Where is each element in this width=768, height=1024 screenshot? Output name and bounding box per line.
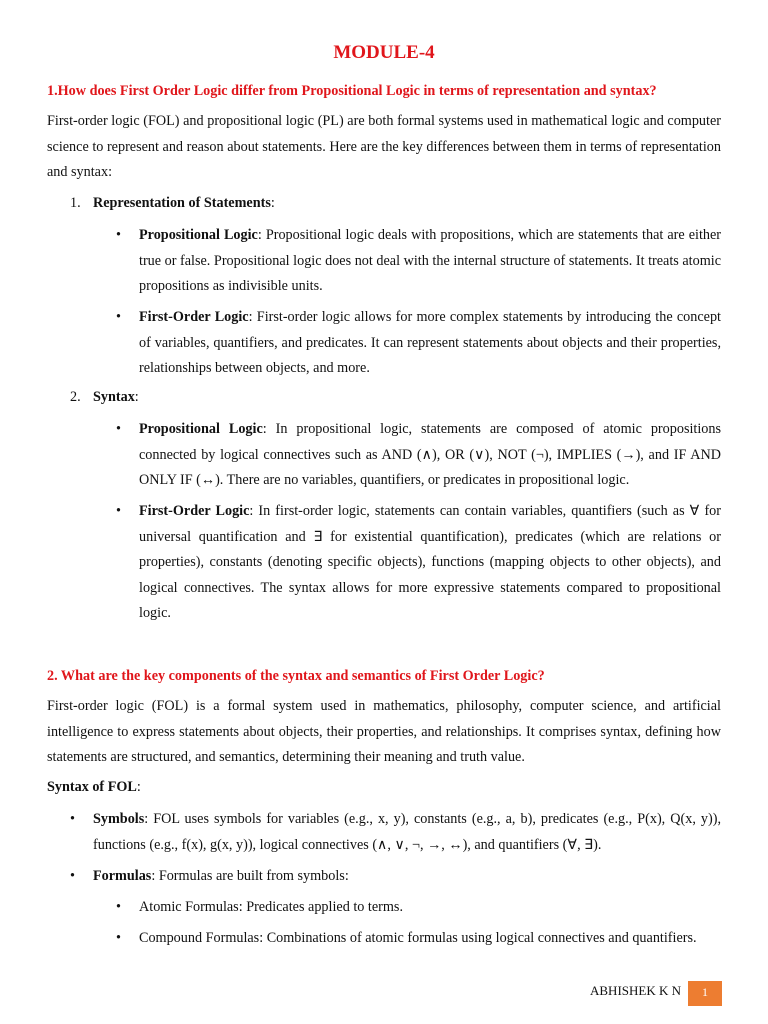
bullet-icon: • [116, 899, 121, 915]
paragraph-1: First-order logic (FOL) and propositional logic (PL) are both formal systems used in mathematical logic and computer science to represent and reason about statements. Here are the key differences between them in terms of representation and syntax: [47, 113, 721, 180]
paragraph-2: First-order logic (FOL) is a formal system used in mathematics, philosophy, computer science, and artificial intelligence to express statements about objects, their properties, and relationships. It comprises syntax, defining how statements are structured, and semantics, determining their meaning and truth value. [47, 698, 721, 765]
bullet-item-formulas: Formulas: Formulas are built from symbols: [93, 868, 349, 884]
sub-bullet-item: Atomic Formulas: Predicates applied to terms. [139, 899, 403, 915]
module-title: MODULE-4 [333, 42, 435, 63]
list-number-2: 2. [70, 389, 81, 405]
list-item-label: Representation of Statements [93, 195, 271, 211]
list-item-syntax: Syntax: [93, 389, 139, 405]
bullet-item: Propositional Logic: Propositional logic deals with propositions, which are statements that are either true or false. Propositional logic does not deal with the internal structure of statements. It treats atomic propositions as indivisible units. [139, 227, 721, 294]
bullet-item: First-Order Logic: In first-order logic, statements can contain variables, quantifiers (such as ∀ for universal quantification and ∃ for existential quantification), predicates (which are relations or properties), constants (denoting specific objects), functions (mapping objects to other objects), and logical connectives. The syntax allows for more expressive statements compared to propositional logic. [139, 503, 722, 621]
list-item-representation: Representation of Statements: [93, 195, 275, 211]
syntax-heading: Syntax of FOL: [47, 779, 141, 795]
bullet-icon: • [70, 811, 75, 827]
bullet-item: First-Order Logic: First-order logic allows for more complex statements by introducing the concept of variables, quantifiers, and predicates. It can represent statements about objects and their properties, relationships between objects, and more. [139, 309, 721, 376]
bullet-icon: • [70, 868, 75, 884]
bullet-item: Propositional Logic: In propositional logic, statements are composed of atomic propositions connected by logical connectives such as AND (∧), OR (∨), NOT (¬), IMPLIES (→), and IF AND ONLY IF (↔). There are no variables, quantifiers, or predicates in propositional logic. [139, 421, 721, 488]
bullet-icon: • [116, 503, 121, 519]
bullet-icon: • [116, 227, 121, 243]
bullet-icon: • [116, 930, 121, 946]
question-1: 1.How does First Order Logic differ from Propositional Logic in terms of representation and syntax? [47, 83, 657, 99]
question-2: 2. What are the key components of the syntax and semantics of First Order Logic? [47, 668, 545, 684]
bullet-item-symbols: Symbols: FOL uses symbols for variables (e.g., x, y), constants (e.g., a, b), predicates (e.g., P(x), Q(x, y)), functions (e.g., f(x), g(x, y)), logical connectives (∧, ∨, ¬, →, ↔), and quantifiers (∀, ∃). [93, 811, 721, 853]
footer-author: ABHISHEK K N [590, 983, 681, 998]
bullet-icon: • [116, 309, 121, 325]
sub-bullet-item: Compound Formulas: Combinations of atomic formulas using logical connectives and quantifiers. [139, 930, 697, 946]
list-item-label: Syntax [93, 389, 135, 405]
bullet-icon: • [116, 421, 121, 437]
list-number-1: 1. [70, 195, 81, 211]
page-number-badge: 1 [688, 981, 722, 1006]
